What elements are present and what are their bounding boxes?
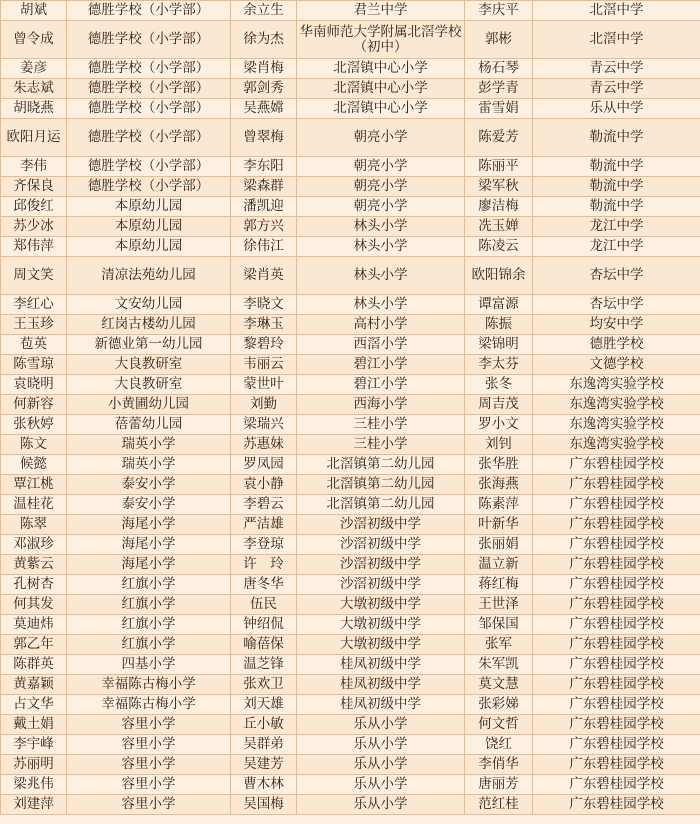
teacher-name-cell: 严洁雄 bbox=[231, 515, 297, 535]
school-name-cell: 德胜学校（小学部） bbox=[67, 79, 231, 99]
table-body bbox=[1, 1, 700, 815]
school-name-cell: 乐从小学 bbox=[297, 735, 465, 755]
teacher-name-cell: 曾翠梅 bbox=[231, 119, 297, 157]
teacher-name-cell: 梁瑞兴 bbox=[231, 415, 297, 435]
school-name-cell: 勒流中学 bbox=[533, 177, 700, 197]
teacher-name-cell: 陈振 bbox=[465, 315, 533, 335]
teacher-name-cell: 候懿 bbox=[1, 455, 67, 475]
school-name-cell: 西滘小学 bbox=[297, 335, 465, 355]
teacher-name-cell: 张秋婷 bbox=[1, 415, 67, 435]
school-name-cell: 广东碧桂园学校 bbox=[533, 455, 700, 475]
school-name-cell: 本原幼儿园 bbox=[67, 217, 231, 237]
school-name-cell: 小黄圃幼儿园 bbox=[67, 395, 231, 415]
teacher-name-cell: 蒙世叶 bbox=[231, 375, 297, 395]
teacher-name-cell: 刘钊 bbox=[465, 435, 533, 455]
school-name-cell: 乐从中学 bbox=[533, 99, 700, 119]
teacher-name-cell: 梁锦明 bbox=[465, 335, 533, 355]
teacher-name-cell: 王玉珍 bbox=[1, 315, 67, 335]
school-name-cell: 蓓蕾幼儿园 bbox=[67, 415, 231, 435]
school-name-cell: 泰安小学 bbox=[67, 475, 231, 495]
school-name-cell: 德胜学校 bbox=[533, 335, 700, 355]
school-name-cell: 德胜学校（小学部） bbox=[67, 177, 231, 197]
teacher-name-cell: 李东阳 bbox=[231, 157, 297, 177]
school-name-cell: 泰安小学 bbox=[67, 495, 231, 515]
school-name-cell: 容里小学 bbox=[67, 735, 231, 755]
school-name-cell: 乐从小学 bbox=[297, 795, 465, 815]
school-name-cell: 朝亮小学 bbox=[297, 177, 465, 197]
teacher-name-cell: 陈丽平 bbox=[465, 157, 533, 177]
table-row bbox=[1, 535, 700, 555]
table-row bbox=[1, 595, 700, 615]
teacher-name-cell: 何其发 bbox=[1, 595, 67, 615]
table-row bbox=[1, 635, 700, 655]
school-name-cell: 北滘镇中心小学 bbox=[297, 99, 465, 119]
teacher-name-cell: 苞英 bbox=[1, 335, 67, 355]
school-name-cell: 青云中学 bbox=[533, 59, 700, 79]
teacher-name-cell: 齐保良 bbox=[1, 177, 67, 197]
school-name-cell: 清凉法苑幼儿园 bbox=[67, 257, 231, 295]
teacher-name-cell: 苏少冰 bbox=[1, 217, 67, 237]
school-name-cell: 桂凤初级中学 bbox=[297, 695, 465, 715]
school-name-cell: 乐从小学 bbox=[297, 715, 465, 735]
teacher-name-cell: 许 玲 bbox=[231, 555, 297, 575]
school-name-cell: 红旗小学 bbox=[67, 615, 231, 635]
teacher-name-cell: 张冬 bbox=[465, 375, 533, 395]
school-name-cell: 广东碧桂园学校 bbox=[533, 515, 700, 535]
table-row bbox=[1, 375, 700, 395]
school-name-cell: 大墩初级中学 bbox=[297, 615, 465, 635]
school-name-cell: 龙江中学 bbox=[533, 217, 700, 237]
table-row bbox=[1, 675, 700, 695]
teacher-name-cell: 邹保国 bbox=[465, 615, 533, 635]
school-name-cell: 碧江小学 bbox=[297, 375, 465, 395]
teacher-name-cell: 李庆平 bbox=[465, 1, 533, 21]
school-name-cell: 广东碧桂园学校 bbox=[533, 675, 700, 695]
school-name-cell: 北滘中学 bbox=[533, 21, 700, 59]
teacher-name-cell: 胡斌 bbox=[1, 1, 67, 21]
teacher-name-cell: 陈爱芳 bbox=[465, 119, 533, 157]
school-name-cell: 朝亮小学 bbox=[297, 157, 465, 177]
teacher-name-cell: 张华胜 bbox=[465, 455, 533, 475]
teacher-name-cell: 李伟 bbox=[1, 157, 67, 177]
school-name-cell: 勒流中学 bbox=[533, 197, 700, 217]
teacher-name-cell: 杨石琴 bbox=[465, 59, 533, 79]
teacher-name-cell: 胡晓燕 bbox=[1, 99, 67, 119]
school-name-cell: 龙江中学 bbox=[533, 237, 700, 257]
table-row bbox=[1, 197, 700, 217]
teacher-name-cell: 朱军凯 bbox=[465, 655, 533, 675]
table-row bbox=[1, 795, 700, 815]
school-name-cell: 东逸湾实验学校 bbox=[533, 375, 700, 395]
school-name-cell: 沙滘初级中学 bbox=[297, 555, 465, 575]
table-row bbox=[1, 257, 700, 295]
teacher-name-cell: 李红心 bbox=[1, 295, 67, 315]
teacher-name-cell: 陈素萍 bbox=[465, 495, 533, 515]
school-name-cell: 广东碧桂园学校 bbox=[533, 755, 700, 775]
teacher-name-cell: 苏丽明 bbox=[1, 755, 67, 775]
table-row bbox=[1, 99, 700, 119]
teacher-name-cell: 覃江桃 bbox=[1, 475, 67, 495]
school-name-cell: 广东碧桂园学校 bbox=[533, 615, 700, 635]
school-name-cell: 瑞英小学 bbox=[67, 435, 231, 455]
table-row bbox=[1, 237, 700, 257]
school-name-cell: 红岗古楼幼儿园 bbox=[67, 315, 231, 335]
teacher-name-cell: 雷雪娟 bbox=[465, 99, 533, 119]
table-row bbox=[1, 415, 700, 435]
school-name-cell: 广东碧桂园学校 bbox=[533, 475, 700, 495]
table-row bbox=[1, 1, 700, 21]
school-name-cell: 桂凤初级中学 bbox=[297, 675, 465, 695]
teacher-name-cell: 温芝锋 bbox=[231, 655, 297, 675]
teacher-name-cell: 黎碧玲 bbox=[231, 335, 297, 355]
table-row bbox=[1, 695, 700, 715]
school-name-cell: 本原幼儿园 bbox=[67, 237, 231, 257]
teacher-name-cell: 蒋红梅 bbox=[465, 575, 533, 595]
school-name-cell: 青云中学 bbox=[533, 79, 700, 99]
teacher-name-cell: 罗小文 bbox=[465, 415, 533, 435]
table-row bbox=[1, 495, 700, 515]
school-name-cell: 广东碧桂园学校 bbox=[533, 495, 700, 515]
teacher-name-cell: 张彩娣 bbox=[465, 695, 533, 715]
school-name-cell: 东逸湾实验学校 bbox=[533, 415, 700, 435]
school-name-cell: 广东碧桂园学校 bbox=[533, 595, 700, 615]
table-row bbox=[1, 395, 700, 415]
school-name-cell: 容里小学 bbox=[67, 715, 231, 735]
teacher-name-cell: 黄紫云 bbox=[1, 555, 67, 575]
teacher-name-cell: 陈文 bbox=[1, 435, 67, 455]
school-name-cell: 红旗小学 bbox=[67, 575, 231, 595]
table-row bbox=[1, 119, 700, 157]
table-row bbox=[1, 435, 700, 455]
school-name-cell: 君兰中学 bbox=[297, 1, 465, 21]
teacher-name-cell: 刘建萍 bbox=[1, 795, 67, 815]
school-name-cell: 大良教研室 bbox=[67, 355, 231, 375]
teacher-name-cell: 韦丽云 bbox=[231, 355, 297, 375]
school-name-cell: 海尾小学 bbox=[67, 535, 231, 555]
table-row bbox=[1, 157, 700, 177]
school-name-cell: 广东碧桂园学校 bbox=[533, 655, 700, 675]
table-row bbox=[1, 79, 700, 99]
teacher-name-cell: 张海燕 bbox=[465, 475, 533, 495]
teacher-name-cell: 喻蓓保 bbox=[231, 635, 297, 655]
teacher-name-cell: 彭学青 bbox=[465, 79, 533, 99]
teacher-name-cell: 曹木林 bbox=[231, 775, 297, 795]
teacher-name-cell: 苏惠妹 bbox=[231, 435, 297, 455]
school-name-cell: 杏坛中学 bbox=[533, 257, 700, 295]
teacher-name-cell: 郭乙年 bbox=[1, 635, 67, 655]
teacher-name-cell: 李宇峰 bbox=[1, 735, 67, 755]
table-row bbox=[1, 21, 700, 59]
school-name-cell: 文安幼儿园 bbox=[67, 295, 231, 315]
teacher-name-cell: 唐丽芳 bbox=[465, 775, 533, 795]
teacher-name-cell: 吴建芳 bbox=[231, 755, 297, 775]
teacher-name-cell: 丘小敏 bbox=[231, 715, 297, 735]
teacher-name-cell: 范红桂 bbox=[465, 795, 533, 815]
teacher-name-cell: 李登琼 bbox=[231, 535, 297, 555]
teacher-name-cell: 罗凤园 bbox=[231, 455, 297, 475]
school-name-cell: 朝亮小学 bbox=[297, 119, 465, 157]
school-name-cell: 广东碧桂园学校 bbox=[533, 555, 700, 575]
school-name-cell: 广东碧桂园学校 bbox=[533, 575, 700, 595]
school-name-cell: 北滘中学 bbox=[533, 1, 700, 21]
school-name-cell: 勒流中学 bbox=[533, 119, 700, 157]
school-name-cell: 北滘镇第二幼儿园 bbox=[297, 455, 465, 475]
school-name-cell: 杏坛中学 bbox=[533, 295, 700, 315]
teacher-name-cell: 郭彬 bbox=[465, 21, 533, 59]
school-name-cell: 大墩初级中学 bbox=[297, 595, 465, 615]
teacher-name-cell: 陈群英 bbox=[1, 655, 67, 675]
teacher-name-cell: 邓淑珍 bbox=[1, 535, 67, 555]
teacher-name-cell: 孔树杏 bbox=[1, 575, 67, 595]
teacher-name-cell: 李俏华 bbox=[465, 755, 533, 775]
school-name-cell: 大墩初级中学 bbox=[297, 635, 465, 655]
teacher-name-cell: 周文笑 bbox=[1, 257, 67, 295]
teacher-name-cell: 周吉茂 bbox=[465, 395, 533, 415]
school-name-cell: 文德学校 bbox=[533, 355, 700, 375]
teacher-name-cell: 邱俊红 bbox=[1, 197, 67, 217]
teacher-name-cell: 郑伟萍 bbox=[1, 237, 67, 257]
school-name-cell: 北滘镇第二幼儿园 bbox=[297, 495, 465, 515]
teacher-name-cell: 莫迪炜 bbox=[1, 615, 67, 635]
teacher-name-cell: 李太芬 bbox=[465, 355, 533, 375]
table-row bbox=[1, 59, 700, 79]
school-name-cell: 三桂小学 bbox=[297, 415, 465, 435]
teacher-name-cell: 欧阳月运 bbox=[1, 119, 67, 157]
school-name-cell: 广东碧桂园学校 bbox=[533, 795, 700, 815]
school-name-cell: 容里小学 bbox=[67, 755, 231, 775]
table-row bbox=[1, 715, 700, 735]
school-name-cell: 新德业第一幼儿园 bbox=[67, 335, 231, 355]
school-name-cell: 勒流中学 bbox=[533, 157, 700, 177]
table-row bbox=[1, 755, 700, 775]
school-name-cell: 乐从小学 bbox=[297, 775, 465, 795]
school-name-cell: 海尾小学 bbox=[67, 515, 231, 535]
school-name-cell: 德胜学校（小学部） bbox=[67, 59, 231, 79]
school-name-cell: 均安中学 bbox=[533, 315, 700, 335]
table-row bbox=[1, 335, 700, 355]
teacher-name-cell: 张欢卫 bbox=[231, 675, 297, 695]
teacher-name-cell: 何新容 bbox=[1, 395, 67, 415]
school-name-cell: 沙滘初级中学 bbox=[297, 535, 465, 555]
teacher-name-cell: 郭剑秀 bbox=[231, 79, 297, 99]
school-name-cell: 高村小学 bbox=[297, 315, 465, 335]
school-name-cell: 德胜学校（小学部） bbox=[67, 157, 231, 177]
school-name-cell: 林头小学 bbox=[297, 237, 465, 257]
teacher-name-cell: 王世泽 bbox=[465, 595, 533, 615]
teacher-name-cell: 李碧云 bbox=[231, 495, 297, 515]
school-name-cell: 华南师范大学附属北滘学校（初中） bbox=[297, 21, 465, 59]
teacher-name-cell: 吴燕嫦 bbox=[231, 99, 297, 119]
teacher-name-cell: 朱志斌 bbox=[1, 79, 67, 99]
school-name-cell: 大良教研室 bbox=[67, 375, 231, 395]
teacher-name-cell: 袁小静 bbox=[231, 475, 297, 495]
school-name-cell: 北滘镇第二幼儿园 bbox=[297, 475, 465, 495]
school-name-cell: 林头小学 bbox=[297, 257, 465, 295]
school-name-cell: 瑞英小学 bbox=[67, 455, 231, 475]
teacher-name-cell: 梁肖梅 bbox=[231, 59, 297, 79]
school-name-cell: 德胜学校（小学部） bbox=[67, 21, 231, 59]
school-name-cell: 沙滘初级中学 bbox=[297, 575, 465, 595]
school-name-cell: 东逸湾实验学校 bbox=[533, 395, 700, 415]
teacher-name-cell: 陈翠 bbox=[1, 515, 67, 535]
teacher-name-cell: 张丽娟 bbox=[465, 535, 533, 555]
school-name-cell: 本原幼儿园 bbox=[67, 197, 231, 217]
teacher-name-cell: 曾令成 bbox=[1, 21, 67, 59]
table-row bbox=[1, 615, 700, 635]
teacher-name-cell: 陈雪琼 bbox=[1, 355, 67, 375]
teacher-name-cell: 黄嘉颖 bbox=[1, 675, 67, 695]
table-row bbox=[1, 217, 700, 237]
school-name-cell: 北滘镇中心小学 bbox=[297, 79, 465, 99]
teacher-name-cell: 陈凌云 bbox=[465, 237, 533, 257]
teacher-name-cell: 袁晓明 bbox=[1, 375, 67, 395]
table-row bbox=[1, 295, 700, 315]
table-row bbox=[1, 555, 700, 575]
school-name-cell: 广东碧桂园学校 bbox=[533, 715, 700, 735]
school-name-cell: 东逸湾实验学校 bbox=[533, 435, 700, 455]
school-name-cell: 德胜学校（小学部） bbox=[67, 99, 231, 119]
teacher-name-cell: 欧阳锦余 bbox=[465, 257, 533, 295]
teacher-name-cell: 李晓文 bbox=[231, 295, 297, 315]
teacher-name-cell: 梁肖英 bbox=[231, 257, 297, 295]
school-name-cell: 桂凤初级中学 bbox=[297, 655, 465, 675]
school-name-cell: 朝亮小学 bbox=[297, 197, 465, 217]
table-row bbox=[1, 455, 700, 475]
teacher-name-cell: 徐伟江 bbox=[231, 237, 297, 257]
table-row bbox=[1, 775, 700, 795]
school-name-cell: 幸福陈古梅小学 bbox=[67, 675, 231, 695]
table-row bbox=[1, 315, 700, 335]
school-name-cell: 广东碧桂园学校 bbox=[533, 735, 700, 755]
teacher-name-cell: 李琳玉 bbox=[231, 315, 297, 335]
school-name-cell: 林头小学 bbox=[297, 217, 465, 237]
teacher-name-cell: 戴土娟 bbox=[1, 715, 67, 735]
teacher-name-cell: 刘勤 bbox=[231, 395, 297, 415]
school-name-cell: 北滘镇中心小学 bbox=[297, 59, 465, 79]
school-name-cell: 广东碧桂园学校 bbox=[533, 635, 700, 655]
table-row bbox=[1, 177, 700, 197]
teacher-name-cell: 郭方兴 bbox=[231, 217, 297, 237]
teacher-name-cell: 梁森群 bbox=[231, 177, 297, 197]
teacher-name-cell: 莫文慧 bbox=[465, 675, 533, 695]
school-name-cell: 红旗小学 bbox=[67, 635, 231, 655]
teacher-name-cell: 潘凯迎 bbox=[231, 197, 297, 217]
school-name-cell: 容里小学 bbox=[67, 775, 231, 795]
teacher-name-cell: 饶红 bbox=[465, 735, 533, 755]
teacher-name-cell: 叶新华 bbox=[465, 515, 533, 535]
school-name-cell: 广东碧桂园学校 bbox=[533, 775, 700, 795]
school-name-cell: 乐从小学 bbox=[297, 755, 465, 775]
teacher-name-cell: 梁兆伟 bbox=[1, 775, 67, 795]
table-row bbox=[1, 575, 700, 595]
school-name-cell: 德胜学校（小学部） bbox=[67, 119, 231, 157]
teacher-name-cell: 冼玉婵 bbox=[465, 217, 533, 237]
school-name-cell: 海尾小学 bbox=[67, 555, 231, 575]
teacher-name-cell: 梁军秋 bbox=[465, 177, 533, 197]
school-name-cell: 四基小学 bbox=[67, 655, 231, 675]
school-name-cell: 广东碧桂园学校 bbox=[533, 535, 700, 555]
school-name-cell: 德胜学校（小学部） bbox=[67, 1, 231, 21]
teacher-name-cell: 占文华 bbox=[1, 695, 67, 715]
school-name-cell: 林头小学 bbox=[297, 295, 465, 315]
school-name-cell: 沙滘初级中学 bbox=[297, 515, 465, 535]
school-name-cell: 三桂小学 bbox=[297, 435, 465, 455]
teacher-name-cell: 钟绍侃 bbox=[231, 615, 297, 635]
teacher-name-cell: 唐冬华 bbox=[231, 575, 297, 595]
table-row bbox=[1, 475, 700, 495]
teacher-name-cell: 温桂花 bbox=[1, 495, 67, 515]
school-name-cell: 西海小学 bbox=[297, 395, 465, 415]
teacher-name-cell: 徐为杰 bbox=[231, 21, 297, 59]
school-name-cell: 容里小学 bbox=[67, 795, 231, 815]
teacher-name-cell: 何文哲 bbox=[465, 715, 533, 735]
teacher-name-cell: 谭富源 bbox=[465, 295, 533, 315]
school-name-cell: 广东碧桂园学校 bbox=[533, 695, 700, 715]
teacher-name-cell: 伍民 bbox=[231, 595, 297, 615]
teacher-name-cell: 刘天雄 bbox=[231, 695, 297, 715]
teacher-name-cell: 姜彦 bbox=[1, 59, 67, 79]
table-row bbox=[1, 735, 700, 755]
table-row bbox=[1, 655, 700, 675]
school-name-cell: 碧江小学 bbox=[297, 355, 465, 375]
teacher-name-cell: 吴群弟 bbox=[231, 735, 297, 755]
teacher-name-cell: 张军 bbox=[465, 635, 533, 655]
school-name-cell: 幸福陈古梅小学 bbox=[67, 695, 231, 715]
table-row bbox=[1, 355, 700, 375]
teacher-name-cell: 余立生 bbox=[231, 1, 297, 21]
table-row bbox=[1, 515, 700, 535]
teacher-name-cell: 吴国梅 bbox=[231, 795, 297, 815]
teacher-name-cell: 温立新 bbox=[465, 555, 533, 575]
school-name-cell: 红旗小学 bbox=[67, 595, 231, 615]
teacher-name-cell: 廖洁梅 bbox=[465, 197, 533, 217]
